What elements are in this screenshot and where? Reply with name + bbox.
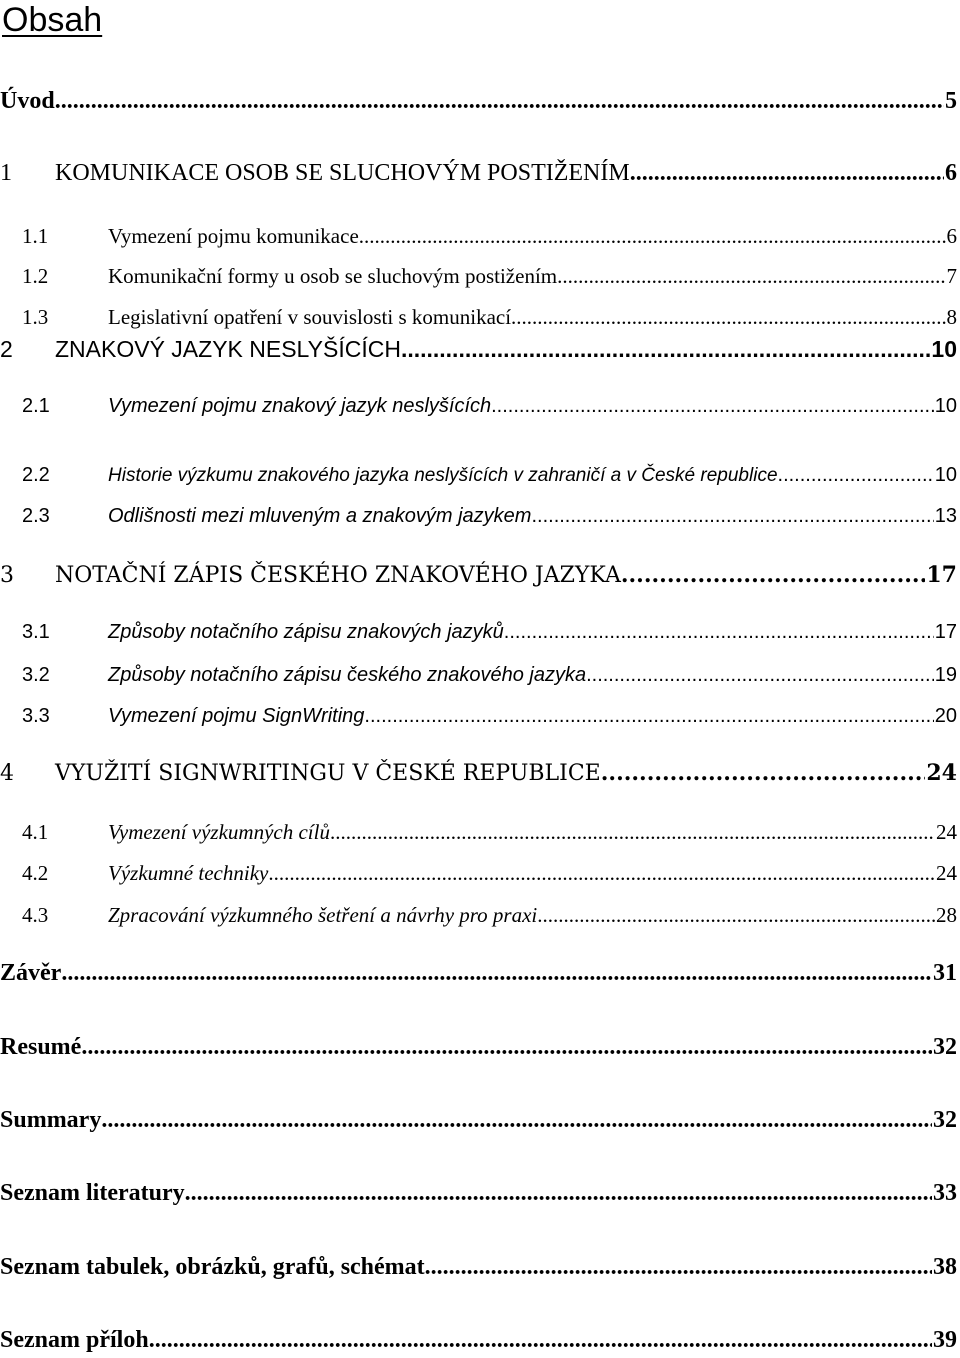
toc-entry-seznam-tabulek[interactable] — [0, 1252, 957, 1282]
toc-entry-section-3-1[interactable] — [0, 619, 957, 645]
toc-entry-page: 32 — [933, 1107, 957, 1133]
toc-entry-page: 10 — [934, 395, 957, 417]
toc-entry-number: 3.3 — [22, 705, 50, 727]
toc-entry-page: 24 — [936, 861, 957, 885]
toc-entry-section-1-1[interactable] — [0, 223, 957, 249]
toc-dot-leader — [778, 462, 934, 488]
toc-entry-title: Seznam příloh — [0, 1327, 149, 1353]
toc-entry-section-1-2[interactable] — [0, 263, 957, 289]
toc-entry-title: Seznam literatury — [0, 1180, 185, 1206]
toc-dot-leader — [364, 703, 933, 729]
toc-dot-leader — [491, 393, 934, 419]
toc-entry-title: KOMUNIKACE OSOB SE SLUCHOVÝM POSTIŽENÍM — [55, 160, 630, 186]
toc-entry-title: Historie výzkumu znakového jazyka neslyšících v zahraničí a v České republice — [108, 465, 778, 486]
toc-entry-page: 38 — [933, 1254, 957, 1280]
toc-entry-summary[interactable] — [0, 1105, 957, 1135]
toc-entry-section-4-2[interactable] — [0, 860, 957, 886]
page-title: Obsah — [2, 1, 103, 39]
toc-entry-number: 4.2 — [22, 861, 49, 885]
toc-entry-section-4-3[interactable] — [0, 902, 957, 928]
toc-entry-page: 19 — [934, 664, 957, 686]
toc-dot-leader — [504, 619, 934, 645]
toc-entry-page: 10 — [931, 336, 957, 362]
toc-entry-section-3-3[interactable] — [0, 703, 957, 729]
toc-dot-leader — [537, 902, 935, 928]
toc-entry-page: 24 — [926, 760, 957, 786]
toc-entry-title: Legislativní opatření v souvislosti s komunikací — [108, 305, 512, 329]
toc-dot-leader — [601, 758, 926, 788]
toc-entry-title: Seznam tabulek, obrázků, grafů, schémat — [0, 1254, 425, 1280]
toc-dot-leader — [586, 662, 934, 688]
toc-entry-number: 2 — [0, 336, 13, 362]
toc-entry-page: 20 — [934, 705, 957, 727]
toc-entry-section-2-2[interactable] — [0, 462, 957, 489]
toc-entry-number: 2.1 — [22, 395, 50, 417]
toc-entry-page: 10 — [934, 464, 957, 486]
toc-entry-number: 1.3 — [22, 305, 49, 329]
toc-dot-leader — [101, 1105, 932, 1135]
toc-entry-page: 28 — [936, 903, 957, 927]
toc-entry-zaver[interactable] — [0, 958, 957, 988]
toc-entry-section-1-3[interactable] — [0, 304, 957, 330]
toc-dot-leader — [621, 560, 926, 590]
toc-entry-page: 24 — [936, 820, 957, 844]
toc-entry-page: 33 — [933, 1180, 957, 1206]
toc-entry-page: 6 — [945, 160, 957, 186]
toc-entry-number: 2.3 — [22, 505, 50, 527]
toc-entry-page: 13 — [934, 505, 957, 527]
toc-entry-title: VYUŽITÍ SIGNWRITINGU V ČESKÉ REPUBLICE — [55, 761, 601, 786]
toc-entry-title: Způsoby notačního zápisu českého znakového jazyka — [108, 664, 587, 686]
toc-entry-number: 4.3 — [22, 903, 49, 927]
toc-entry-resume[interactable] — [0, 1032, 957, 1062]
toc-entry-section-2-1[interactable] — [0, 393, 957, 419]
toc-entry-number: 3.1 — [22, 621, 50, 643]
toc-entry-uvod[interactable] — [0, 86, 957, 116]
toc-entry-title: Summary — [0, 1107, 102, 1133]
toc-dot-leader — [81, 1032, 932, 1062]
toc-entry-chapter-4[interactable] — [0, 758, 957, 789]
toc-dot-leader — [268, 860, 935, 886]
toc-entry-page: 8 — [946, 305, 957, 329]
toc-entry-title: NOTAČNÍ ZÁPIS ČESKÉHO ZNAKOVÉHO JAZYKA — [55, 563, 621, 588]
toc-entry-page: 17 — [934, 621, 957, 643]
toc-entry-number: 2.2 — [22, 464, 50, 486]
toc-dot-leader — [330, 819, 935, 845]
toc-entry-chapter-2[interactable] — [0, 334, 957, 364]
toc-entry-number: 3 — [0, 563, 14, 588]
toc-entry-title: ZNAKOVÝ JAZYK NESLYŠÍCÍCH — [55, 336, 401, 362]
toc-entry-section-2-3[interactable] — [0, 503, 957, 529]
toc-entry-page: 39 — [933, 1327, 957, 1353]
toc-entry-title: Odlišnosti mezi mluveným a znakovým jazykem — [108, 505, 532, 527]
toc-entry-section-4-1[interactable] — [0, 819, 957, 845]
toc-entry-number: 1.2 — [22, 264, 49, 288]
toc-entry-title: Závěr — [0, 960, 62, 986]
toc-entry-title: Výzkumné techniky — [108, 861, 269, 885]
toc-entry-page: 32 — [933, 1034, 957, 1060]
toc-entry-title: Vymezení pojmu komunikace — [108, 224, 359, 248]
toc-dot-leader — [630, 158, 944, 188]
toc-entry-title: Úvod — [0, 88, 55, 114]
toc-entry-chapter-1[interactable] — [0, 158, 957, 188]
toc-entry-number: 4.1 — [22, 820, 49, 844]
toc-entry-number: 1.1 — [22, 224, 49, 248]
toc-dot-leader — [511, 304, 945, 330]
toc-entry-page: 17 — [926, 562, 957, 588]
toc-entry-seznam-literatury[interactable] — [0, 1178, 957, 1208]
toc-entry-title: Zpracování výzkumného šetření a návrhy pro praxi — [108, 903, 538, 927]
toc-entry-page: 6 — [946, 224, 957, 248]
toc-dot-leader — [401, 334, 930, 364]
toc-entry-chapter-3[interactable] — [0, 560, 957, 591]
toc-entry-number: 4 — [0, 761, 14, 786]
toc-entry-number: 1 — [0, 160, 12, 186]
toc-dot-leader — [185, 1178, 932, 1208]
toc-entry-page: 31 — [933, 960, 957, 986]
toc-dot-leader — [425, 1252, 932, 1282]
toc-entry-section-3-2[interactable] — [0, 662, 957, 688]
toc-entry-title: Komunikační formy u osob se sluchovým postižením — [108, 264, 558, 288]
toc-entry-seznam-priloh[interactable] — [0, 1325, 957, 1355]
toc-entry-title: Vymezení pojmu SignWriting — [108, 705, 365, 727]
toc-dot-leader — [55, 86, 944, 116]
toc-dot-leader — [531, 503, 933, 529]
toc-dot-leader — [61, 958, 932, 988]
toc-entry-title: Vymezení výzkumných cílů — [108, 820, 330, 844]
toc-dot-leader — [149, 1325, 932, 1355]
toc-entry-title: Vymezení pojmu znakový jazyk neslyšících — [108, 395, 492, 417]
toc-dot-leader — [359, 223, 946, 249]
toc-entry-page: 7 — [946, 264, 957, 288]
toc-entry-title: Resumé — [0, 1034, 82, 1060]
toc-entry-title: Způsoby notačního zápisu znakových jazyků — [108, 621, 504, 643]
toc-entry-number: 3.2 — [22, 664, 50, 686]
toc-dot-leader — [557, 263, 945, 289]
toc-entry-page: 5 — [945, 88, 957, 114]
